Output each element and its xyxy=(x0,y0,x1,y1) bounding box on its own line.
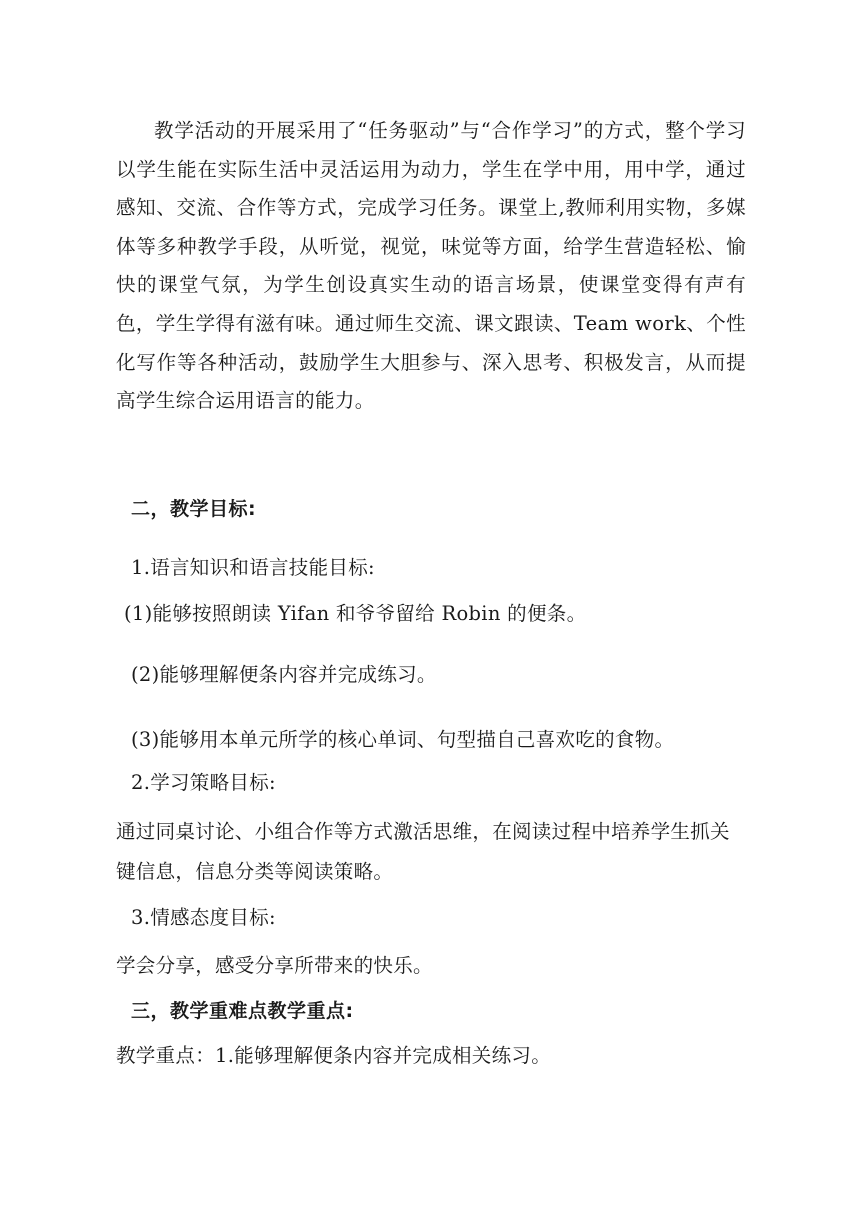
section-heading-key-points: 三，教学重难点教学重点: xyxy=(131,1000,354,1022)
goal2-title: 2.学习策略目标: xyxy=(131,771,276,794)
goal1-title: 1.语言知识和语言技能目标: xyxy=(131,556,375,579)
section-heading-objectives: 二，教学目标: xyxy=(131,498,257,520)
goal1-item-1: (1)能够按照朗读 Yifan 和爷爷留给 Robin 的便条。 xyxy=(124,602,587,625)
goal3-title: 3.情感态度目标: xyxy=(131,906,276,929)
goal1-item-2: (2)能够理解便条内容并完成练习。 xyxy=(131,663,437,686)
key-point-text: 教学重点：1.能够理解便条内容并完成相关练习。 xyxy=(116,1044,552,1067)
goal3-text: 学会分享，感受分享所带来的快乐。 xyxy=(116,954,433,977)
goal1-item-3: (3)能够用本单元所学的核心单词、句型描自己喜欢吃的食物。 xyxy=(131,728,675,751)
intro-paragraph: 教学活动的开展采用了“任务驱动”与“合作学习”的方式，整个学习以学生能在实际生活中灵活运用为动力，学生在学中用，用中学，通过感知、交流、合作等方式，完成学习任务。课堂上,教师利用实物，多媒体等多种教学手段，从听觉，视觉，味觉等方面，给学生营造轻松、愉快的课堂气氛，为学生创设真实生动的语言场景，使课堂变得有声有色，学生学得有滋有味。通过师生交流、课文跟读、Team work、个性化写作等各种活动，鼓励学生大胆参与、深入思考、积极发言，从而提高学生综合运用语言的能力。 xyxy=(116,119,746,413)
goal2-text-line-2: 键信息，信息分类等阅读策略。 xyxy=(116,860,394,883)
goal2-text-line-1: 通过同桌讨论、小组合作等方式激活思维，在阅读过程中培养学生抓关 xyxy=(116,820,730,843)
